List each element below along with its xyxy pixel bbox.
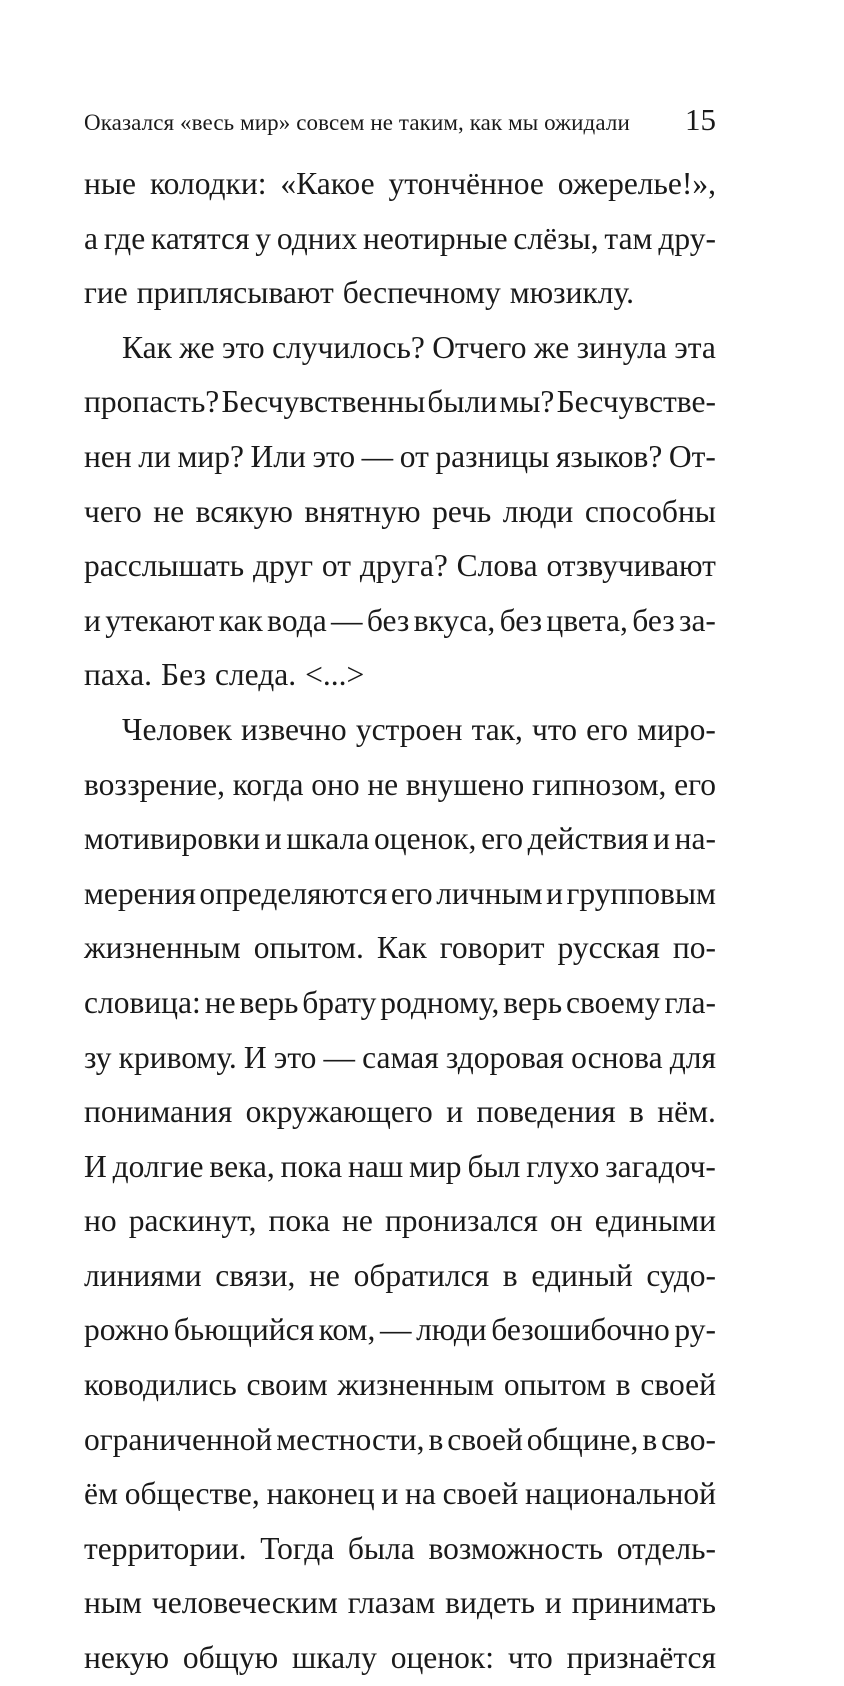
word: ные <box>84 166 137 201</box>
word: и <box>381 1476 399 1512</box>
word: своей <box>640 1367 716 1403</box>
word: это <box>273 1039 317 1075</box>
word: были <box>427 384 498 420</box>
word: верь <box>503 984 563 1020</box>
word: гипнозом, <box>531 766 667 802</box>
word: что <box>532 711 577 747</box>
word: Как <box>122 329 172 365</box>
word: загадоч- <box>605 1148 716 1184</box>
word: же <box>179 329 215 365</box>
text-line <box>84 758 716 813</box>
word: без <box>499 602 543 638</box>
word: беспечному <box>342 275 501 311</box>
word: национальной <box>525 1476 716 1512</box>
word: наш <box>348 1148 404 1184</box>
text-line <box>84 703 716 758</box>
word: шкала <box>286 821 370 857</box>
word: внушено <box>405 766 525 802</box>
word: на- <box>674 821 716 857</box>
word: действия <box>527 821 649 857</box>
word: Тогда <box>260 1530 335 1566</box>
word: общине, <box>526 1421 639 1457</box>
word: когда <box>232 766 304 802</box>
word: верь <box>239 984 299 1020</box>
word: по- <box>672 930 716 966</box>
word: раскинут, <box>128 1203 257 1239</box>
word: вода <box>267 602 327 638</box>
word: речь <box>432 493 492 529</box>
text-line <box>84 594 716 649</box>
word: пронизался <box>384 1203 538 1239</box>
word: рожно <box>84 1312 170 1348</box>
word: утекают <box>105 602 215 638</box>
word: следа. <box>214 657 297 693</box>
word: брату <box>302 984 377 1020</box>
word: мерения <box>84 875 196 911</box>
word: от <box>321 548 351 584</box>
word: видеть <box>445 1585 535 1621</box>
word: способны <box>584 493 716 529</box>
text-line <box>84 1413 716 1468</box>
word: извечно <box>241 711 347 747</box>
word: Или <box>250 438 306 474</box>
text-line <box>84 1194 716 1249</box>
word: общую <box>182 1640 279 1676</box>
word: <...> <box>305 657 365 693</box>
word: словица: <box>84 984 201 1020</box>
word: дру- <box>658 220 716 256</box>
text-line <box>84 321 716 376</box>
page-number: 15 <box>685 102 716 137</box>
word: была <box>347 1530 415 1566</box>
word: шкалу <box>292 1640 377 1676</box>
word: в <box>502 1257 518 1293</box>
word: не <box>342 1203 373 1239</box>
word: слёзы, <box>513 220 599 256</box>
word: паха. <box>84 657 153 693</box>
word: судо- <box>646 1257 716 1293</box>
word: жизненным <box>84 930 241 966</box>
text-line <box>84 1085 716 1140</box>
word: зинула <box>576 329 667 365</box>
word: мы? <box>499 384 555 420</box>
word: не <box>204 984 236 1020</box>
word: — <box>331 602 363 638</box>
word: его <box>674 766 716 802</box>
word: Слова <box>456 548 538 584</box>
word: едиными <box>594 1203 716 1239</box>
word: оценок, <box>374 821 477 857</box>
word: зу <box>84 1039 112 1075</box>
word: и <box>544 1585 562 1621</box>
word: люди <box>502 493 574 529</box>
word: как <box>218 602 263 638</box>
word: мир <box>409 1148 462 1184</box>
body-text <box>84 157 716 1686</box>
word: его <box>481 821 523 857</box>
text-line <box>84 430 716 485</box>
word: — <box>323 1039 356 1075</box>
word: утончённое <box>388 166 544 201</box>
word: родному, <box>380 984 500 1020</box>
word: это <box>222 329 265 365</box>
word: от <box>399 438 429 474</box>
word: Бесчувстве- <box>556 384 716 420</box>
word: мюзиклу. <box>509 275 634 311</box>
word: отдель- <box>616 1530 716 1566</box>
word: так, <box>471 711 523 747</box>
word: От- <box>668 438 716 474</box>
word: там <box>604 220 653 256</box>
word: где <box>103 220 146 256</box>
word: у <box>255 220 272 256</box>
word: нен <box>84 438 132 474</box>
word: люди <box>416 1312 487 1348</box>
word: опытом. <box>253 930 364 966</box>
word: своим <box>246 1367 328 1403</box>
word: ководились <box>84 1367 237 1403</box>
word: и <box>264 821 282 857</box>
word: жизненным <box>337 1367 495 1403</box>
word: своей <box>447 1421 523 1457</box>
word: ли <box>138 438 171 474</box>
word: основа <box>571 1039 663 1075</box>
word: его <box>390 875 433 911</box>
word: а <box>84 220 98 256</box>
word: всякую <box>195 493 293 529</box>
word: эта <box>674 329 716 365</box>
word: что <box>507 1640 553 1676</box>
word: признаётся <box>566 1640 716 1676</box>
word: определяются <box>199 875 388 911</box>
text-line <box>84 157 716 212</box>
text-line <box>84 867 716 922</box>
text-line <box>84 266 716 321</box>
word: и <box>84 602 101 638</box>
word: миро- <box>637 711 716 747</box>
word: на <box>405 1476 436 1512</box>
word: воззрение, <box>84 766 225 802</box>
word: личным <box>436 875 543 911</box>
word: ожерелье!», <box>557 166 716 201</box>
word: друг <box>252 548 314 584</box>
word: Человек <box>122 711 232 747</box>
word: И <box>243 1039 267 1075</box>
word: обществе, <box>124 1476 260 1512</box>
running-title: Оказался «весь мир» совсем не таким, как мы ожидали <box>84 110 630 135</box>
word: чего <box>84 493 142 529</box>
word: случилось? <box>272 329 425 365</box>
word: одних <box>276 220 358 256</box>
word: глазам <box>347 1585 436 1621</box>
word: устроен <box>355 711 463 747</box>
text-line <box>84 1249 716 1304</box>
word: говорит <box>439 930 545 966</box>
word: разницы <box>435 438 550 474</box>
word: без <box>632 602 675 638</box>
word: пока <box>280 1148 343 1184</box>
word: линиями <box>84 1257 202 1293</box>
word: пропасть? <box>84 384 220 420</box>
word: возможность <box>428 1530 604 1566</box>
word: глухо <box>526 1148 600 1184</box>
word: — <box>379 1312 412 1348</box>
word: цвета, <box>546 602 628 638</box>
text-line <box>84 1522 716 1577</box>
word: своему <box>566 984 661 1020</box>
word: связи, <box>215 1257 296 1293</box>
word: внятную <box>304 493 421 529</box>
text-line <box>84 1467 716 1522</box>
word: гие <box>84 275 128 311</box>
text-line <box>84 1358 716 1413</box>
word: в <box>428 1421 444 1457</box>
word: для <box>669 1039 716 1075</box>
page-header <box>84 98 716 142</box>
word: не <box>309 1257 340 1293</box>
word: окружающего <box>245 1094 433 1130</box>
word: безошибочно <box>491 1312 670 1348</box>
word: языков? <box>555 438 663 474</box>
word: бьющийся <box>173 1312 315 1348</box>
text-line <box>84 539 716 594</box>
word: Бесчувственны <box>221 384 426 420</box>
word: ным <box>84 1585 142 1621</box>
word: колодки: <box>149 166 267 201</box>
word: русская <box>557 930 660 966</box>
word: кривому. <box>118 1039 237 1075</box>
word: не <box>367 766 399 802</box>
word: мотивировки <box>84 821 261 857</box>
word: ру- <box>674 1312 716 1348</box>
word: же <box>533 329 570 365</box>
word: самая <box>362 1039 439 1075</box>
text-line <box>84 812 716 867</box>
word: принимать <box>571 1585 716 1621</box>
word: ограниченной <box>84 1421 273 1457</box>
word: человеческим <box>151 1585 338 1621</box>
word: ём <box>84 1476 118 1512</box>
word: опытом <box>503 1367 607 1403</box>
word: это <box>312 438 356 474</box>
word: Отчего <box>432 329 527 365</box>
word: вкуса, <box>413 602 496 638</box>
word: отзвучивают <box>546 548 716 584</box>
word: И <box>84 1148 107 1184</box>
text-line <box>84 375 716 430</box>
word: наконец <box>266 1476 375 1512</box>
word: ком, <box>318 1312 376 1348</box>
word: своей <box>442 1476 519 1512</box>
text-line <box>84 485 716 540</box>
word: гла- <box>664 984 716 1020</box>
word: и <box>546 875 563 911</box>
word: территории. <box>84 1530 247 1566</box>
text-line <box>84 1303 716 1358</box>
word: здоровая <box>445 1039 564 1075</box>
word: катятся <box>151 220 250 256</box>
word: некую <box>84 1640 169 1676</box>
word: пока <box>268 1203 330 1239</box>
word: его <box>586 711 628 747</box>
word: сво- <box>661 1421 716 1457</box>
word: и <box>446 1094 464 1130</box>
word: и <box>653 821 670 857</box>
word: Как <box>376 930 427 966</box>
word: но <box>84 1203 117 1239</box>
word: местности, <box>276 1421 425 1457</box>
word: был <box>467 1148 521 1184</box>
word: оценок: <box>390 1640 494 1676</box>
word: века, <box>209 1148 275 1184</box>
word: обратился <box>353 1257 490 1293</box>
word: долгие <box>112 1148 204 1184</box>
word: друга? <box>359 548 448 584</box>
text-line <box>84 976 716 1031</box>
word: групповым <box>566 875 716 911</box>
text-line <box>84 921 716 976</box>
text-line <box>84 212 716 267</box>
text-line <box>84 1140 716 1195</box>
text-line <box>84 1031 716 1086</box>
word: приплясывают <box>136 275 334 311</box>
word: мир? <box>177 438 244 474</box>
word: Без <box>161 657 206 693</box>
word: без <box>366 602 410 638</box>
word: единый <box>531 1257 633 1293</box>
text-line <box>84 1631 716 1686</box>
text-line <box>84 1576 716 1631</box>
word: нём. <box>657 1094 716 1130</box>
word: в <box>628 1094 644 1130</box>
word: — <box>361 438 394 474</box>
word: понимания <box>84 1094 233 1130</box>
word: «Какое <box>280 166 375 201</box>
word: поведения <box>476 1094 616 1130</box>
word: он <box>550 1203 583 1239</box>
word: неотирные <box>363 220 508 256</box>
word: в <box>642 1421 658 1457</box>
word: оно <box>311 766 360 802</box>
word: в <box>615 1367 631 1403</box>
word: не <box>153 493 185 529</box>
text-line <box>84 648 716 703</box>
word: за- <box>679 602 716 638</box>
word: расслышать <box>84 548 245 584</box>
